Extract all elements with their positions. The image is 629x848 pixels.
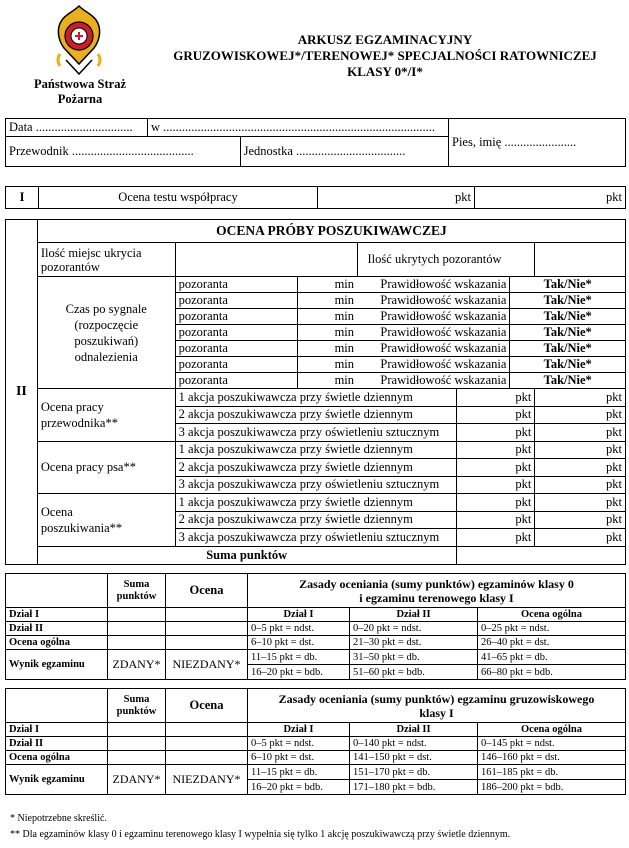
- action-label: 3 akcja poszukiwawcza przy oświetleniu sztucznym: [175, 529, 456, 547]
- table-a-rules-header: [248, 574, 626, 608]
- psp-logo: [52, 4, 106, 76]
- pkt-cell[interactable]: pkt: [456, 494, 535, 512]
- table-b-rules-line2: klasy I: [419, 705, 454, 720]
- hiding-places-value[interactable]: [175, 243, 357, 277]
- table-b-sum-header: [108, 689, 166, 723]
- rule-cell: 0–20 pkt = ndst.: [350, 622, 478, 636]
- time-row-check: Prawidłowość wskazania: [357, 325, 510, 341]
- time-row-who: pozoranta: [175, 357, 297, 373]
- time-row-min[interactable]: min: [297, 357, 357, 373]
- table-b-grade-d1[interactable]: [166, 723, 248, 737]
- time-row-min[interactable]: min: [297, 325, 357, 341]
- info-table: [5, 118, 626, 167]
- table-b-sum-header-1: Suma: [123, 693, 150, 705]
- table-a-grade-d1[interactable]: [166, 608, 248, 622]
- sum-value[interactable]: [456, 546, 626, 564]
- table-a-sum-d1[interactable]: [108, 608, 166, 622]
- time-row-who: pozoranta: [175, 277, 297, 293]
- table-b-sum-header-2: punktów: [116, 705, 157, 717]
- table-b-grade-header: Ocena: [166, 689, 248, 723]
- dog-name-field[interactable]: Pies, imię .......................: [449, 119, 626, 167]
- rule-cell: 151–170 pkt = db.: [350, 765, 478, 780]
- search-score-line1: Ocena: [40, 504, 73, 519]
- table-a-row-d1: Dział I: [6, 608, 108, 622]
- time-row-who: pozoranta: [175, 325, 297, 341]
- time-row-min[interactable]: min: [297, 373, 357, 389]
- time-row-yn[interactable]: Tak/Nie*: [510, 373, 626, 389]
- org-line2: Pożarna: [57, 92, 103, 106]
- rule-cell: 31–50 pkt = db.: [350, 650, 478, 665]
- section1-label: Ocena testu współpracy: [39, 187, 318, 209]
- table-a-col2: Dział II: [350, 608, 478, 622]
- section1-pkt-1[interactable]: pkt: [318, 187, 475, 209]
- table-a-rules-line2: i egzaminu terenowego klasy I: [359, 590, 514, 605]
- unit-field[interactable]: Jednostka ...................................: [240, 137, 448, 167]
- sum-label: Suma punktów: [37, 546, 456, 564]
- time-row-check: Prawidłowość wskazania: [357, 357, 510, 373]
- rule-cell: 66–80 pkt = bdb.: [478, 665, 626, 680]
- table-b-rules-line1: Zasady oceniania (sumy punktów) egzaminu gruzowiskowego: [278, 691, 595, 706]
- section2-title: OCENA PRÓBY POSZUKIWAWCZEJ: [37, 220, 625, 243]
- rule-cell: 0–25 pkt = ndst.: [478, 622, 626, 636]
- date-field[interactable]: Data ...............................: [6, 119, 148, 137]
- action-label: 1 akcja poszukiwawcza przy świetle dziennym: [175, 494, 456, 512]
- rule-cell: 41–65 pkt = db.: [478, 650, 626, 665]
- rule-cell: 21–30 pkt = dst.: [350, 636, 478, 650]
- table-a-col1: Dział I: [248, 608, 350, 622]
- rule-cell: 51–60 pkt = bdb.: [350, 665, 478, 680]
- action-label: 1 akcja poszukiwawcza przy świetle dziennym: [175, 389, 456, 407]
- pkt-cell[interactable]: pkt: [535, 441, 626, 459]
- table-b-sum-og[interactable]: [108, 751, 166, 765]
- pkt-cell[interactable]: pkt: [535, 494, 626, 512]
- rule-cell: 11–15 pkt = db.: [248, 650, 350, 665]
- pkt-cell[interactable]: pkt: [535, 529, 626, 547]
- org-name: [20, 77, 140, 107]
- time-row-min[interactable]: min: [297, 277, 357, 293]
- pkt-cell[interactable]: pkt: [535, 424, 626, 442]
- action-label: 3 akcja poszukiwawcza przy oświetleniu sztucznym: [175, 424, 456, 442]
- pkt-cell[interactable]: pkt: [456, 441, 535, 459]
- section1-number: I: [6, 187, 39, 209]
- time-row-yn[interactable]: Tak/Nie*: [510, 309, 626, 325]
- table-a-sum-og[interactable]: [108, 636, 166, 650]
- time-row-min[interactable]: min: [297, 293, 357, 309]
- rule-cell: 161–185 pkt = db.: [478, 765, 626, 780]
- time-row-yn[interactable]: Tak/Nie*: [510, 325, 626, 341]
- table-b-col2: Dział II: [350, 723, 478, 737]
- rule-cell: 146–160 pkt = dst.: [478, 751, 626, 765]
- time-row-who: pozoranta: [175, 373, 297, 389]
- table-a-corner: [6, 574, 108, 608]
- section1-pkt-2[interactable]: pkt: [475, 187, 626, 209]
- pkt-cell[interactable]: pkt: [535, 476, 626, 494]
- hiding-places-line1: Ilość miejsc ukrycia: [40, 245, 142, 260]
- table-a-failed[interactable]: NIEZDANY*: [166, 650, 248, 680]
- rule-cell: 141–150 pkt = dst.: [350, 751, 478, 765]
- rule-cell: 186–200 pkt = bdb.: [478, 780, 626, 795]
- time-row-yn[interactable]: Tak/Nie*: [510, 341, 626, 357]
- action-label: 2 akcja poszukiwawcza przy świetle dziennym: [175, 511, 456, 529]
- pkt-cell[interactable]: pkt: [535, 511, 626, 529]
- rule-cell: 0–145 pkt = ndst.: [478, 737, 626, 751]
- table-a-grade-og[interactable]: [166, 636, 248, 650]
- section2-number: II: [6, 220, 38, 565]
- search-score-line2: poszukiwania**: [40, 520, 123, 535]
- table-a-row-result: Wynik egzaminu: [6, 650, 108, 680]
- action-label: 2 akcja poszukiwawcza przy świetle dziennym: [175, 406, 456, 424]
- pkt-cell[interactable]: pkt: [456, 511, 535, 529]
- pkt-cell[interactable]: pkt: [456, 529, 535, 547]
- handler-field[interactable]: Przewodnik .......................................: [6, 137, 241, 167]
- action-label: 2 akcja poszukiwawcza przy świetle dziennym: [175, 459, 456, 477]
- time-row-who: pozoranta: [175, 341, 297, 357]
- table-a-row-d2: Dział II: [6, 622, 108, 636]
- action-label: 3 akcja poszukiwawcza przy oświetleniu sztucznym: [175, 476, 456, 494]
- pkt-cell[interactable]: pkt: [456, 389, 535, 407]
- place-field[interactable]: w .......................................................................................: [148, 119, 449, 137]
- rule-cell: 6–10 pkt = dst.: [248, 751, 350, 765]
- rule-cell: 0–5 pkt = ndst.: [248, 622, 350, 636]
- pkt-cell[interactable]: pkt: [535, 389, 626, 407]
- rule-cell: 26–40 pkt = dst.: [478, 636, 626, 650]
- rule-cell: 16–20 pkt = bdb.: [248, 780, 350, 795]
- title-line2: GRUZOWISKOWEJ*/TERENOWEJ* SPECJALNOŚCI RATOWNICZEJ: [173, 48, 597, 63]
- table-b-grade-og[interactable]: [166, 751, 248, 765]
- title-line3: KLASY 0*/I*: [347, 64, 423, 79]
- table-b-rules-header: [248, 689, 626, 723]
- table-a-row-og: Ocena ogólna: [6, 636, 108, 650]
- table-b-sum-d1[interactable]: [108, 723, 166, 737]
- table-b-row-d2: Dział II: [6, 737, 108, 751]
- table-b-col1: Dział I: [248, 723, 350, 737]
- page-title: [150, 32, 620, 80]
- time-label-line3: poszukiwań): [74, 333, 139, 348]
- pkt-cell[interactable]: pkt: [535, 459, 626, 477]
- hidden-count-label: Ilość ukrytych pozorantów: [357, 243, 535, 277]
- footnote-1: * Niepotrzebne skreślić.: [10, 813, 107, 824]
- time-label: [37, 277, 175, 389]
- rule-cell: 171–180 pkt = bdb.: [350, 780, 478, 795]
- hiding-places-line2: pozorantów: [40, 259, 100, 274]
- footnote-2: ** Dla egzaminów klasy 0 i egzaminu terenowego klasy I wypełnia się tylko 1 akcję poszukiwawczą przy świetle dziennym.: [10, 829, 511, 840]
- handler-score-line2: przewodnika**: [40, 415, 118, 430]
- section1-table: [5, 186, 626, 209]
- time-row-yn[interactable]: Tak/Nie*: [510, 277, 626, 293]
- hiding-places-label: [37, 243, 175, 277]
- rule-cell: 6–10 pkt = dst.: [248, 636, 350, 650]
- time-row-check: Prawidłowość wskazania: [357, 277, 510, 293]
- pkt-cell[interactable]: pkt: [456, 406, 535, 424]
- rule-cell: 16–20 pkt = bdb.: [248, 665, 350, 680]
- time-row-yn[interactable]: Tak/Nie*: [510, 293, 626, 309]
- table-b-col3: Ocena ogólna: [478, 723, 626, 737]
- time-row-check: Prawidłowość wskazania: [357, 373, 510, 389]
- handler-score-line1: Ocena pracy: [40, 399, 104, 414]
- rule-cell: 0–140 pkt = ndst.: [350, 737, 478, 751]
- table-b-row-og: Ocena ogólna: [6, 751, 108, 765]
- table-a-sum-d2[interactable]: [108, 622, 166, 636]
- dog-score-label: Ocena pracy psa**: [37, 441, 175, 494]
- time-row-min[interactable]: min: [297, 341, 357, 357]
- time-label-line2: (rozpoczęcie: [74, 317, 139, 332]
- table-b-passed[interactable]: ZDANY*: [108, 765, 166, 795]
- search-score-label: [37, 494, 175, 547]
- rule-cell: 0–5 pkt = ndst.: [248, 737, 350, 751]
- pkt-cell[interactable]: pkt: [456, 459, 535, 477]
- time-row-check: Prawidłowość wskazania: [357, 309, 510, 325]
- time-row-min[interactable]: min: [297, 309, 357, 325]
- handler-score-label: [37, 389, 175, 442]
- table-a-sum-header: [108, 574, 166, 608]
- time-label-line4: odnalezienia: [74, 349, 138, 364]
- pkt-cell[interactable]: pkt: [535, 406, 626, 424]
- table-b-corner: [6, 689, 108, 723]
- time-row-check: Prawidłowość wskazania: [357, 293, 510, 309]
- table-b-grade-d2[interactable]: [166, 737, 248, 751]
- rules-table-b: [5, 688, 626, 795]
- table-b-row-result: Wynik egzaminu: [6, 765, 108, 795]
- org-line1: Państwowa Straż: [33, 77, 126, 91]
- table-a-sum-header-2: punktów: [116, 590, 157, 602]
- hidden-count-value[interactable]: [535, 243, 626, 277]
- table-b-sum-d2[interactable]: [108, 737, 166, 751]
- time-row-who: pozoranta: [175, 293, 297, 309]
- table-a-passed[interactable]: ZDANY*: [108, 650, 166, 680]
- pkt-cell[interactable]: pkt: [456, 476, 535, 494]
- rule-cell: 11–15 pkt = db.: [248, 765, 350, 780]
- title-line1: ARKUSZ EGZAMINACYJNY: [297, 32, 473, 47]
- table-a-sum-header-1: Suma: [123, 578, 150, 590]
- table-a-grade-header: Ocena: [166, 574, 248, 608]
- table-a-rules-line1: Zasady oceniania (sumy punktów) egzaminów klasy 0: [299, 576, 574, 591]
- action-label: 1 akcja poszukiwawcza przy świetle dziennym: [175, 441, 456, 459]
- rules-table-a: [5, 573, 626, 680]
- table-b-row-d1: Dział I: [6, 723, 108, 737]
- section2-table: [5, 219, 626, 565]
- time-row-check: Prawidłowość wskazania: [357, 341, 510, 357]
- time-label-line1: Czas po sygnale: [65, 301, 147, 316]
- time-row-yn[interactable]: Tak/Nie*: [510, 357, 626, 373]
- pkt-cell[interactable]: pkt: [456, 424, 535, 442]
- table-a-grade-d2[interactable]: [166, 622, 248, 636]
- table-b-failed[interactable]: NIEZDANY*: [166, 765, 248, 795]
- time-row-who: pozoranta: [175, 309, 297, 325]
- table-a-col3: Ocena ogólna: [478, 608, 626, 622]
